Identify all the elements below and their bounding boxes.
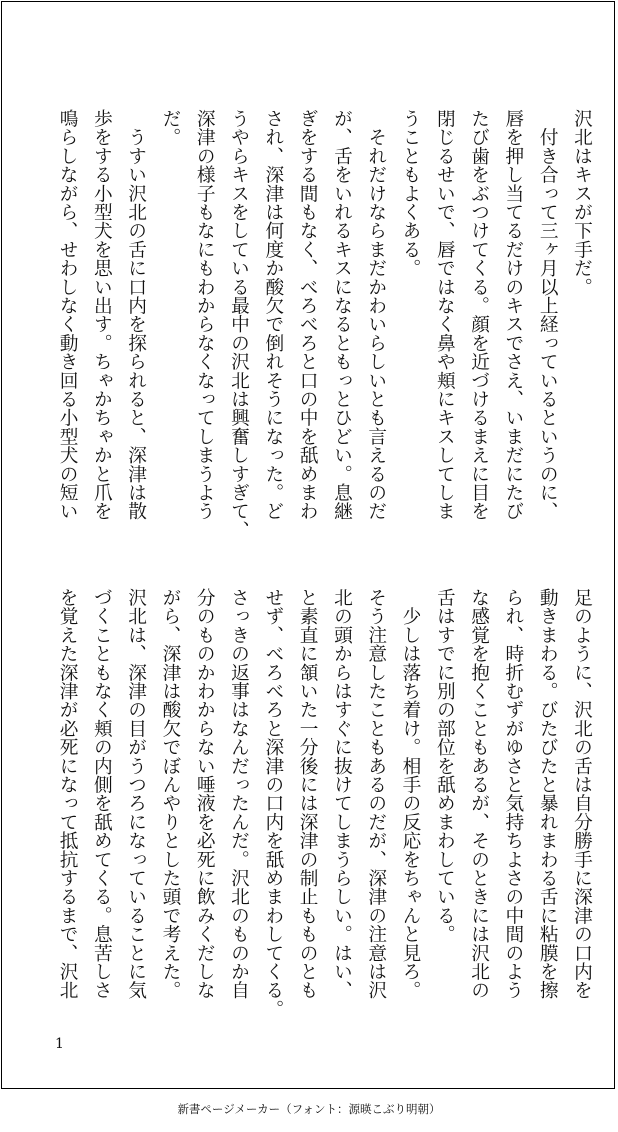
upper-text-block [49, 109, 598, 540]
text-column: ぎをする間もなく、べろべろと口の中を舐めまわ [296, 109, 318, 521]
text-column: 舌はすでに別の部位を舐めまわしている。 [433, 588, 455, 944]
text-column: 北の頭からはすぐに抜けてしまうらしい。はい、 [330, 588, 352, 1000]
text-column: うこともよくある。 [399, 109, 421, 278]
text-column: 動きまわる。びたびたと暴れまわる舌に粘膜を擦 [536, 588, 558, 1000]
text-column: 鳴らしながら、せわしなく動き回る小型犬の短い [56, 109, 78, 521]
text-column: 唇を押し当てるだけのキスでさえ、いまだにたび [502, 109, 524, 521]
text-column: 足のように、沢北の舌は自分勝手に深津の口内を [571, 588, 592, 1000]
text-column: と素直に頷いた一分後には深津の制止もものとも [296, 588, 318, 1000]
text-column: 沢北は、深津の目がうつろになっていることに気 [125, 588, 147, 1000]
text-column: だ。 [159, 109, 181, 147]
text-column: 少しは落ち着け。相手の反応をちゃんと見ろ。 [399, 588, 421, 1000]
text-column: な感覚を抱くこともあるが、そのときには沢北の [468, 588, 490, 1000]
text-column: され、深津は何度か酸欠で倒れそうになった。ど [262, 109, 284, 521]
page-frame [1, 1, 615, 1089]
text-column: づくこともなく頬の内側を舐めてくる。息苦しさ [90, 588, 112, 1000]
text-column: せず、べろべろと深津の口内を舐めまわしてくる。 [262, 588, 284, 1019]
text-column: さっきの返事はなんだったんだ。沢北のものか自 [228, 588, 250, 1000]
text-column: それだけならまだかわいらしいとも言えるのだ [365, 109, 387, 521]
text-column: 沢北はキスが下手だ。 [571, 109, 592, 296]
text-column: 閉じるせいで、唇ではなく鼻や頬にキスしてしま [433, 109, 455, 521]
text-column: 歩をする小型犬を思い出す。ちゃかちゃかと爪を [90, 109, 112, 521]
text-column: 分のものかわからない唾液を必死に飲みくだしな [193, 588, 215, 1000]
text-column: そう注意したこともあるのだが、深津の注意は沢 [365, 588, 387, 1000]
text-column: がら、深津は酸欠でぼんやりとした頭で考えた。 [159, 588, 181, 1000]
text-column: 深津の様子もなにもわからなくなってしまうよう [193, 109, 215, 521]
text-column: を覚えた深津が必死になって抵抗するまで、沢北 [56, 588, 78, 1000]
text-column: が、舌をいれるキスになるともっとひどい。息継 [330, 109, 352, 521]
text-column: うやらキスをしている最中の沢北は興奮しすぎて、 [228, 109, 250, 540]
lower-text-block [49, 588, 598, 1019]
text-column: 付き合って三ヶ月以上経っているというのに、 [536, 109, 558, 521]
text-column: うすい沢北の舌に口内を探られると、深津は散 [125, 109, 147, 521]
text-column: たび歯をぶつけてくる。顔を近づけるまえに目を [468, 109, 490, 521]
page-number: 1 [55, 1036, 64, 1052]
text-column: られ、時折むずがゆさと気持ちよさの中間のよう [502, 588, 524, 1000]
footer-credit: 新書ページメーカー（フォント：源暎こぶり明朝） [177, 1102, 441, 1116]
